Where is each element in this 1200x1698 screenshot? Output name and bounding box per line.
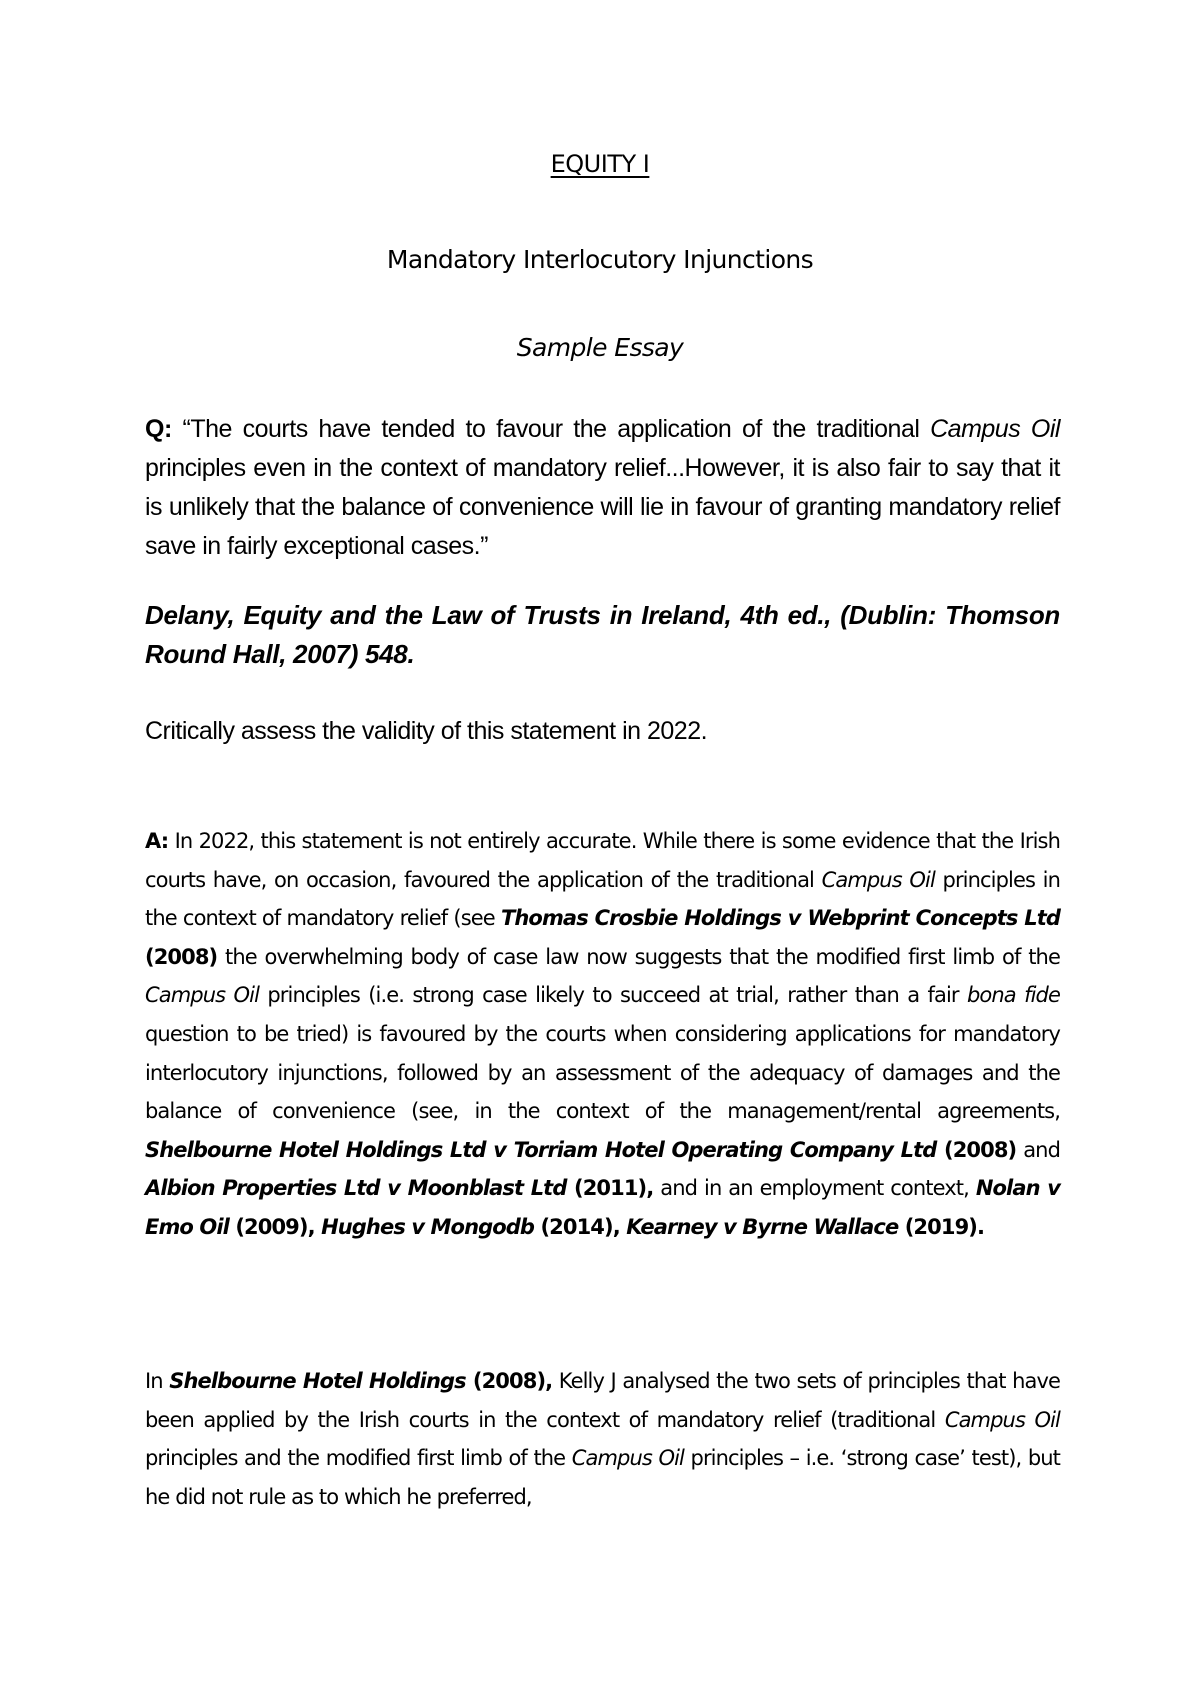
- case-reference: Campus Oil: [930, 415, 1060, 443]
- case-year: (2008),: [465, 1369, 553, 1393]
- answer-label: A:: [145, 829, 169, 853]
- question-paragraph: [145, 410, 1060, 566]
- case-name: Shelbourne Hotel Holdings Ltd v Torriam Hotel Operating Company Ltd: [145, 1137, 937, 1162]
- case-year: (2014),: [534, 1214, 627, 1239]
- task-instruction: Critically assess the validity of this statement in 2022.: [145, 717, 708, 745]
- answer-text: principles in the context of mandatory relief (see: [145, 867, 1060, 931]
- case-year: (2009),: [228, 1214, 322, 1239]
- citation: Delany, Equity and the Law of Trusts in Ireland, 4th ed., (Dublin: Thomson Round Hall, 2007) 548.: [145, 600, 1060, 669]
- case-year: (2011),: [566, 1176, 654, 1201]
- case-reference: Campus Oil: [821, 867, 935, 892]
- answer-text: Kelly J analysed the two sets of principles that have been applied by the Irish courts in the context of mandatory relief (traditional: [145, 1369, 1060, 1432]
- case-name: Hughes v Mongodb: [321, 1214, 535, 1239]
- answer-text: In: [145, 1369, 170, 1393]
- case-name: Nolan v Emo Oil: [145, 1176, 1060, 1239]
- question-text: principles even in the context of mandatory relief...However, it is also fair to say that it is unlikely that the balance of convenience will lie in favour of granting mandatory relief save in fairly exceptional cases.”: [145, 454, 1060, 560]
- answer-text: question to be tried) is favoured by the courts when considering applications for mandatory interlocutory injunctions, followed by an assessment of the adequacy of damages and the balance of convenience (see, in the context of the management/rental agreements,: [145, 1021, 1060, 1124]
- answer-text: and: [1016, 1137, 1061, 1162]
- essay-subtitle: Sample Essay: [516, 333, 684, 362]
- case-reference: Campus Oil: [944, 1407, 1060, 1432]
- latin-term: bona fide: [967, 983, 1060, 1008]
- answer-text: principles – i.e. ‘strong case’ test), but he did not rule as to which he preferred,: [145, 1446, 1060, 1509]
- case-reference: Campus Oil: [145, 983, 260, 1008]
- case-year: (2019).: [898, 1214, 985, 1239]
- case-reference: Campus Oil: [571, 1446, 684, 1471]
- case-name: Albion Properties Ltd v Moonblast Ltd: [145, 1176, 567, 1201]
- case-year: (2008): [936, 1137, 1017, 1162]
- essay-title: Mandatory Interlocutory Injunctions: [386, 245, 814, 274]
- answer-text: and in an employment context,: [653, 1176, 976, 1201]
- answer-text: In 2022, this statement is not entirely accurate. While there is some evidence that the Irish courts have, on occasion, favoured the application of the traditional: [145, 829, 1060, 892]
- answer-text: principles and the modified first limb of the: [145, 1446, 572, 1471]
- question-text: “The courts have tended to favour the application of the traditional: [171, 415, 931, 443]
- answer-paragraph: [145, 822, 1060, 1247]
- answer-text: principles (i.e. strong case likely to succeed at trial, rather than a fair: [259, 983, 967, 1008]
- case-name: Shelbourne Hotel Holdings: [169, 1369, 466, 1393]
- answer-text: the overwhelming body of case law now suggests that the modified first limb of the: [217, 944, 1060, 969]
- case-year: (2008): [145, 944, 218, 969]
- course-heading: EQUITY I: [550, 150, 650, 178]
- question-label: Q:: [145, 415, 172, 443]
- case-name: Thomas Crosbie Holdings v Webprint Concepts Ltd: [500, 906, 1060, 931]
- case-name: Kearney v Byrne Wallace: [626, 1214, 899, 1239]
- answer-paragraph: [145, 1362, 1060, 1516]
